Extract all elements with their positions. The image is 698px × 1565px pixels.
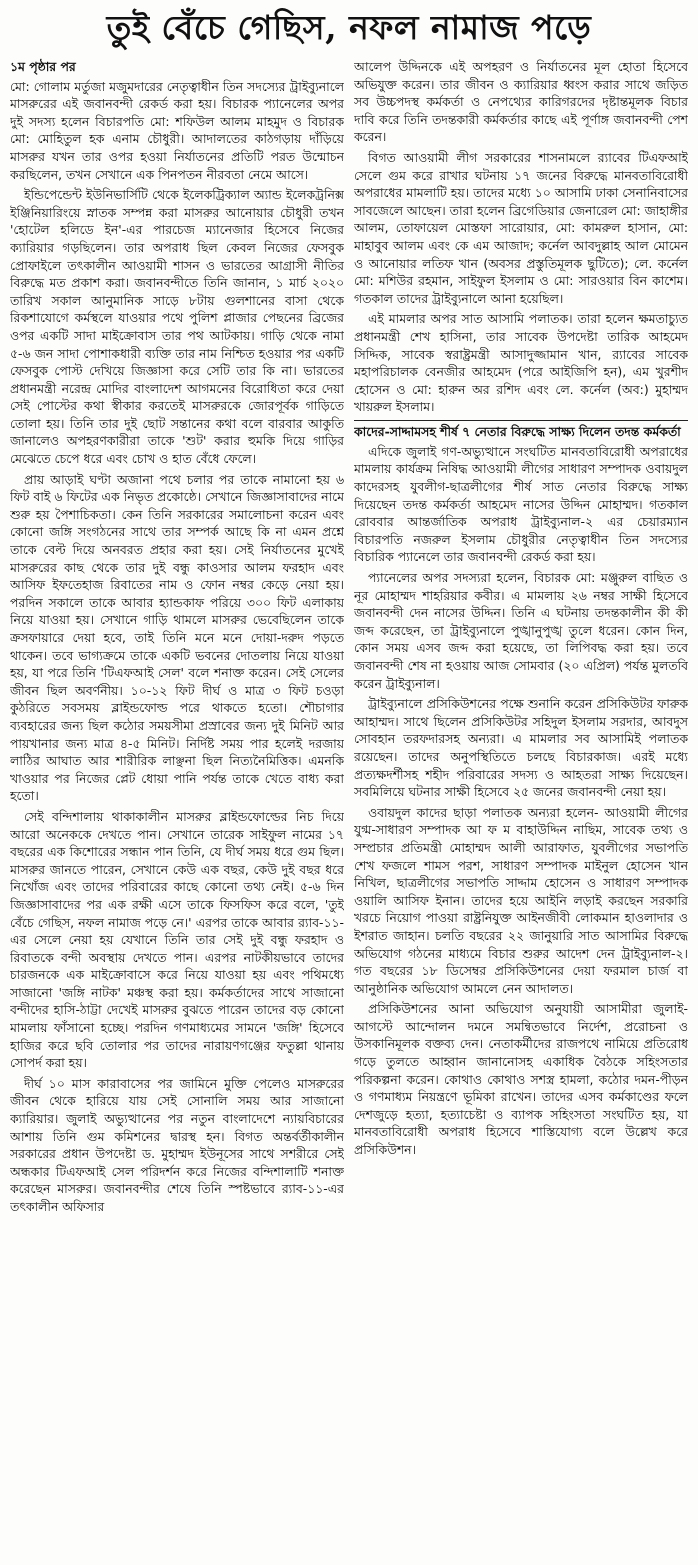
paragraph: প্রসিকিউশনের আনা অভিযোগ অনুযায়ী আসামীরা জুলাই-আগস্টে আন্দোলন দমনে সমন্বিতভাবে নির্দেশ, প্ররোচনা ও উসকানিমূলক বক্তব্য দেন। নেতাকর্মীদের রাজপথে নামিয়ে প্রতিরোধ গড়ে তুলতে আহ্বান জানানোসহ একাধিক বৈঠকে সহিংসতার পরিকল্পনা করেন। কোথাও কোথাও সশস্ত্র হামলা, কঠোর দমন-পীড়ন ও গণমাধ্যম নিয়ন্ত্রণে ভূমিকা রাখেন। তাদের এসব কর্মকাণ্ডের ফলে দেশজুড়ে হত্যা, হত্যাচেষ্টা ও ব্যাপক সহিংসতা সংঘটিত হয়, যা মানবতাবিরোধী অপরাধ হিসেবে শাস্তিযোগ্য বলে উল্লেখ করে প্রসিকিউশন। [354, 1001, 688, 1158]
paragraph: ওবায়দুল কাদের ছাড়া পলাতক অন্যরা হলেন- আওয়ামী লীগের যুগ্ম-সাধারণ সম্পাদক আ ফ ম বাহাউদ্দিন নাছিম, সাবেক তথ্য ও সম্প্রচার প্রতিমন্ত্রী মোহাম্মদ আলী আরাফাত, যুবলীগের সভাপতি শেখ ফজলে শামস পরশ, সাধারণ সম্পাদক মাইনুল হোসেন খান নিখিল, ছাত্রলীগের সভাপতি সাদ্দাম হোসেন ও সাধারণ সম্পাদক ওয়ালি আসিফ ইনান। তাদের হয়ে আইনি লড়াই করছেন সরকারি খরচে নিয়োগ পাওয়া রাষ্ট্রনিযুক্ত আইনজীবী লোকমান হাওলাদার ও ইশরাত জাহান। চলতি বছরের ২২ জানুয়ারি সাত আসামির বিরুদ্ধে অভিযোগ গঠনের মাধ্যমে বিচার শুরুর আদেশ দেন ট্রাইব্যুনাল-২। গত বছরের ১৮ ডিসেম্বর প্রসিকিউশনের দেয়া ফরমাল চার্জ বা আনুষ্ঠানিক অভিযোগ আমলে নেন আদালত। [354, 804, 688, 996]
paragraph: এই মামলার অপর সাত আসামি পলাতক। তারা হলেন ক্ষমতাচ্যুত প্রধানমন্ত্রী শেখ হাসিনা, তার সাবেক উপদেষ্টা তারিক আহমেদ সিদ্দিক, সাবেক স্বরাষ্ট্রমন্ত্রী আসাদুজ্জামান খান, র‍্যাবের সাবেক মহাপরিচালক বেনজীর আহমেদ (পরে আইজিপি হন), এম খুরশীদ হোসেন ও মো: হারুন অর রশিদ এবং লে. কর্নেল (অব:) মুহাম্মদ খায়রুল ইসলাম। [354, 311, 688, 415]
paragraph: প্যানেলের অপর সদস্যরা হলেন, বিচারক মো: মঞ্জুরুল বাছিত ও নূর মোহাম্মদ শাহরিয়ার কবীর। এ মামলায় ২৬ নম্বর সাক্ষী হিসেবে জবানবন্দী দেন নাসের উদ্দিন। তিনি এ ঘটনায় তদন্তকালীন কী কী জব্দ করেছেন, তা ট্রাইব্যুনালে পুঙ্খানুপুঙ্খ তুলে ধরেন। কোন দিন, কোন সময় এসব জব্দ করা হয়েছে, তা লিপিবদ্ধ করা হয়। তবে জবানবন্দী শেষ না হওয়ায় আজ সোমবার (২০ এপ্রিল) পর্যন্ত মুলতবি করেন ট্রাইব্যুনাল। [354, 570, 688, 691]
paragraph: দীর্ঘ ১০ মাস কারাবাসের পর জামিনে মুক্তি পেলেও মাসরুরের জীবন থেকে হারিয়ে যায় সেই সোনালি সময় আর সাজানো ক্যারিয়ার। জুলাই অভ্যুত্থানের পর নতুন বাংলাদেশে ন্যায়বিচারের আশায় তিনি গুম কমিশনের দ্বারস্থ হন। বিগত অন্তর্বর্তীকালীন সরকারের প্রধান উপদেষ্টা ড. মুহাম্মদ ইউনূসের সাথে সশরীরে সেই অন্ধকার টিএফআই সেল পরিদর্শন করে নিজের বন্দিশালাটি শনাক্ত করেছেন মাসরুর। জবানবন্দীর শেষে তিনি স্পষ্টভাবে র‍্যাব-১১-এর তৎকালীন অফিসার [10, 1075, 344, 1214]
paragraph: আলেপ উদ্দিনকে এই অপহরণ ও নির্যাতনের মূল হোতা হিসেবে অভিযুক্ত করেন। তার জীবন ও ক্যারিয়ার ধ্বংস করার সাথে জড়িত সব উচ্চপদস্থ কর্মকর্তা ও নেপথ্যের কারিগরদের দৃষ্টান্তমূলক বিচার দাবি করে তিনি তদন্তকারী কর্মকর্তার কাছে এই পূর্ণাঙ্গ জবানবন্দী পেশ করেন। [354, 59, 688, 145]
continuation-note: ১ম পৃষ্ঠার পর [10, 59, 76, 74]
paragraph: সেই বন্দিশালায় থাকাকালীন মাসরুর ব্লাইন্ডফোল্ডের নিচ দিয়ে আরো অনেককে দেখতে পান। সেখানে তারেক সাইফুল নামের ১৭ বছরের এক কিশোরের সন্ধান পান তিনি, যে দীর্ঘ সময় ধরে গুম ছিল। মাসরুর জানতে পারেন, সেখানে কেউ এক বছর, কেউ দুই বছর ধরে নিখোঁজ এবং তাদের পরিবারের কাছে কোনো তথ্য নেই। ৫-৬ দিন জিজ্ঞাসাবাদের পর এক রক্ষী এসে তাকে ফিসফিস করে বলে, 'তুই বেঁচে গেছিস, নফল নামাজ পড়ে নে।' এরপর তাকে আবার র‍্যাব-১১-এর সেলে নেয়া হয় যেখানে তিনি তার সেই দুই বন্ধু ফরহাদ ও রিবাতকে বন্দী অবস্থায় দেখতে পান। এরপর নাটকীয়ভাবে তাদের চারজনকে এক মাইক্রোবাসে করে নিয়ে যাওয়া হয় এবং পথিমধ্যে সাজানো 'জঙ্গি নাটক' মঞ্চস্থ করা হয়। কর্মকর্তাদের সাথে সাজানো বন্দীদের হাসি-ঠাট্টা দেখেই মাসরুর বুঝতে পারেন তাদের বড় কোনো মামলায় ফাঁসানো হচ্ছে। পরদিন গণমাধ্যমের সামনে 'জঙ্গি' হিসেবে হাজির করে ছবি তোলার পর তাদের নারায়ণগঞ্জের ফতুল্লা থানায় সোপর্দ করা হয়। [10, 808, 344, 1071]
left-column [10, 58, 344, 1558]
paragraph: ইন্ডিপেন্ডেন্ট ইউনিভার্সিটি থেকে ইলেকট্রিক্যাল অ্যান্ড ইলেকট্রনিক্স ইঞ্জিনিয়ারিংয়ে স্নাতক সম্পন্ন করা মাসরুর আনোয়ার চৌধুরী তখন 'হোটেল হলিডে ইন'-এর পারচেজ ম্যানেজার হিসেবে নিজের ক্যারিয়ার গড়ছিলেন। তার অপরাধ ছিল কেবল নিজের ফেসবুক প্রোফাইলে তৎকালীন আওয়ামী শাসন ও ভারতের আগ্রাসী নীতির বিরুদ্ধে মত প্রকাশ করা। জবানবন্দীতে তিনি জানান, ১ মার্চ ২০২০ তারিখ সকাল আনুমানিক সাড়ে ৮টায় গুলশানের বাসা থেকে রিকশাযোগে কর্মস্থলে যাওয়ার পথে পুলিশ প্লাজার পেছনের ব্রিজের ওপর একটি সাদা মাইক্রোবাস তার পথ আটকায়। গাড়ি থেকে নামা ৫-৬ জন সাদা পোশাকধারী ব্যক্তি তার নাম নিশ্চিত হওয়ার পর একটি ফেসবুক পোস্ট দেখিয়ে জিজ্ঞাসা করে সেটি তার কি না। ভারতের প্রধানমন্ত্রী নরেন্দ্র মোদির বাংলাদেশ আগমনের বিরোধিতা করে দেয়া সেই পোস্টের কথা স্বীকার করতেই মাসরুরকে জোরপূর্বক গাড়িতে তোলা হয়। তিনি তার দুই ছোট সন্তানের কথা বলে বারবার আকুতি জানালেও অপহরণকারীরা তাকে 'শুট' করার হুমকি দিয়ে গাড়ির মেঝেতে চেপে ধরে এবং চোখ ও হাত বেঁধে ফেলে। [10, 187, 344, 467]
paragraph: মো: গোলাম মর্তুজা মজুমদারের নেতৃত্বাধীন তিন সদস্যের ট্রাইব্যুনালে মাসরুরের এই জবানবন্দী রেকর্ড করা হয়। বিচারক প্যানেলের অপর দুই সদস্য হলেন বিচারপতি মো: শফিউল আলম মাহমুদ ও বিচারক মো: মোহিতুল হক এনাম চৌধুরী। আদালতের কাঠগড়ায় দাঁড়িয়ে মাসরুর যখন তার ওপর হওয়া নির্যাতনের প্রতিটি পরত উন্মোচন করছিলেন, তখন সেখানে এক পিনপতন নীরবতা নেমে আসে। [10, 78, 344, 182]
paragraph: বিগত আওয়ামী লীগ সরকারের শাসনামলে র‍্যাবের টিএফআই সেলে গুম করে রাখার ঘটনায় ১৭ জনের বিরুদ্ধে মানবতাবিরোধী অপরাধের মামলাটি হয়। তাদের মধ্যে ১০ আসামি ঢাকা সেনানিবাসের সাবজেলে আছেন। তারা হলেন ব্রিগেডিয়ার জেনারেল মো: জাহাঙ্গীর আলম, তোফায়েল মোস্তফা সারোয়ার, মো: কামরুল হাসান, মো: মাহাবুব আলম এবং কে এম আজাদ; কর্নেল আবদুল্লাহ আল মোমেন ও আনোয়ার লতিফ খান (অবসর প্রস্তুতিমূলক ছুটিতে); লে. কর্নেল মো: মশিউর রহমান, সাইফুল ইসলাম ও মো: সারওয়ার বিন কাশেম। গতকাল তাদের ট্রাইব্যুনালে আনা হয়েছিল। [354, 149, 688, 306]
paragraph: প্রায় আড়াই ঘণ্টা অজানা পথে চলার পর তাকে নামানো হয় ৬ ফিট বাই ৬ ফিটের এক নিভৃত প্রকোষ্ঠে। সেখানে জিজ্ঞাসাবাদের নামে শুরু হয় পৈশাচিকতা। কেন তিনি সরকারের সমালোচনা করেন এবং কোনো জঙ্গি সংগঠনের সাথে তার সম্পর্ক আছে কি না এমন প্রশ্নে তাকে বেল্ট দিয়ে অনবরত প্রহার করা হয়। সেই নির্যাতনের মুখেই মাসরুরের কাছ থেকে তার দুই বন্ধু কাওসার আলম ফরহাদ এবং আসিফ ইফতেহাজ রিবাতের নাম ও ফোন নম্বর কেড়ে নেয়া হয়। পরদিন সকালে তাকে আবার হ্যান্ডকাফ পরিয়ে ৩০০ ফিট এলাকায় নিয়ে যাওয়া হয়। সেখানে গাড়ি থামলে মাসরুর ভেবেছিলেন তাকে ক্রসফায়ারে দেয়া হবে, তাই তিনি মনে মনে দোয়া-দরুদ পড়তে থাকেন। তবে ভাগ্যক্রমে তাকে একটি ভবনের দোতলায় নিয়ে যাওয়া হয়, যা পরে তিনি 'টিএফআই সেল' বলে শনাক্ত করেন। সেই সেলের জীবন ছিল অবর্ণনীয়। ১০-১২ ফিট দীর্ঘ ও মাত্র ৩ ফিট চওড়া কুঠরিতে সবসময় ব্লাইন্ডফোল্ড পরে থাকতে হতো। শৌচাগার ব্যবহারের জন্য ছিল কঠোর সময়সীমা প্রস্রাবের জন্য দুই মিনিট আর পায়খানার জন্য মাত্র ৪-৫ মিনিট। নির্দিষ্ট সময় পার হলেই দরজায় লাঠির আঘাত আর শারীরিক লাঞ্ছনা ছিল নিত্যনৈমিত্তিক। এমনকি খাওয়ার পর নিজের প্লেট ধোয়া পানি পর্যন্ত তাকে খেতে বাধ্য করা হতো। [10, 471, 344, 804]
right-column [354, 58, 688, 1558]
headline: তুই বেঁচে গেছিস, নফল নামাজ পড়ে [106, 8, 592, 47]
article-columns [10, 58, 688, 1558]
paragraph: ট্রাইব্যুনালে প্রসিকিউশনের পক্ষে শুনানি করেন প্রসিকিউটর ফারুক আহাম্মদ। সাথে ছিলেন প্রসিকিউটর সহিদুল ইসলাম সরদার, আবদুস সোবহান তরফদারসহ অন্যরা। এ মামলার সব আসামিই পলাতক রয়েছেন। তাদের অনুপস্থিতিতে চলছে বিচারকাজ। এরই মধ্যে প্রত্যক্ষদর্শীসহ শহীদ পরিবারের সদস্য ও আহতরা সাক্ষ্য দিয়েছেন। সবমিলিয়ে ঘটনার সাক্ষী হিসেবে ২৫ জনের জবানবন্দী নেয়া হয়। [354, 696, 688, 800]
subheading: কাদের-সাদ্দামসহ শীর্ষ ৭ নেতার বিরুদ্ধে সাক্ষ্য দিলেন তদন্ত কর্মকর্তা [354, 420, 688, 440]
paragraph: এদিকে জুলাই গণ-অভ্যুত্থানে সংঘটিত মানবতাবিরোধী অপরাধের মামলায় কার্যক্রম নিষিদ্ধ আওয়ামী লীগের সাধারণ সম্পাদক ওবায়দুল কাদেরসহ যুবলীগ-ছাত্রলীগের শীর্ষ সাত নেতার বিরুদ্ধে সাক্ষ্য দিয়েছেন তদন্ত কর্মকর্তা আহমেদ নাসের উদ্দিন মোহাম্মদ। গতকাল রোববার আন্তর্জাতিক অপরাধ ট্রাইব্যুনাল-২ এর চেয়ারম্যান বিচারপতি নজরুল ইসলাম চৌধুরীর নেতৃত্বাধীন তিন সদস্যের বিচারিক প্যানেলে তার জবানবন্দী রেকর্ড করা হয়। [354, 443, 688, 565]
